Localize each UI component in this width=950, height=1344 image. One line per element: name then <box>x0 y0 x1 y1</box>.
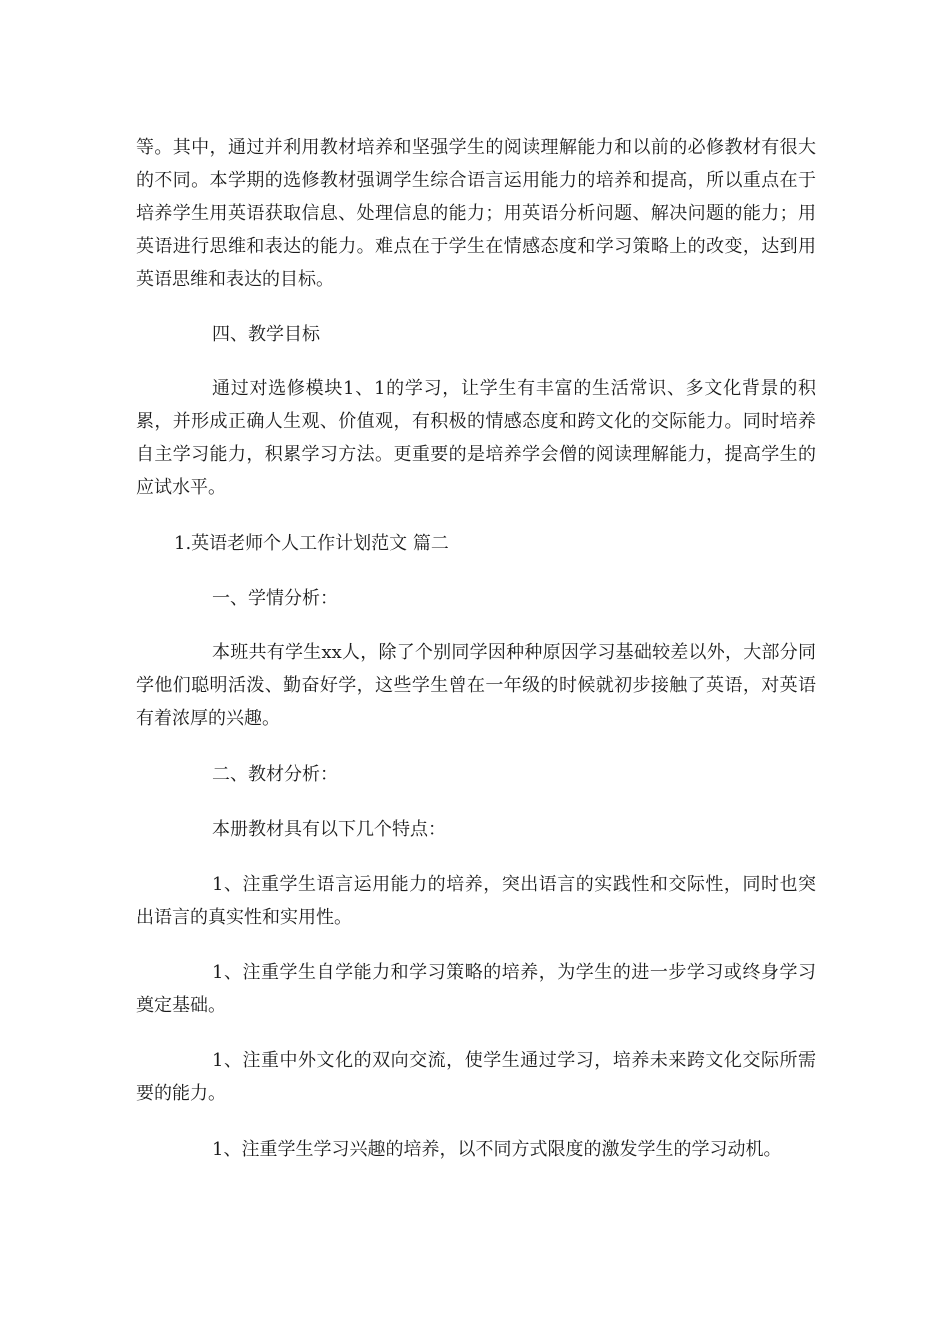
paragraph-student-analysis: 本班共有学生xx人，除了个别同学因种种原因学习基础较差以外，大部分同学他们聪明活泼、勤奋好学，这些学生曾在一年级的时候就初步接触了英语，对英语有着浓厚的兴趣。 <box>136 642 816 729</box>
heading-teaching-objectives: 四、教学目标 <box>212 324 320 345</box>
heading-textbook-analysis: 二、教材分析： <box>212 764 338 785</box>
list-item-feature-2: 1、注重学生自学能力和学习策略的培养，为学生的进一步学习或终身学习奠定基础。 <box>136 962 816 1016</box>
heading-part-two: 1.英语老师个人工作计划范文 篇二 <box>174 533 449 554</box>
paragraph-teaching-objectives: 通过对选修模块1、1的学习，让学生有丰富的生活常识、多文化背景的积累，并形成正确人生观、价值观，有积极的情感态度和跨文化的交际能力。同时培养自主学习能力，积累学习方法。更重要的是培养学会僧的阅读理解能力，提高学生的应试水平。 <box>136 378 816 498</box>
heading-student-analysis: 一、学情分析： <box>212 588 338 609</box>
list-item-feature-4: 1、注重学生学习兴趣的培养，以不同方式限度的激发学生的学习动机。 <box>212 1139 782 1160</box>
paragraph-textbook-intro: 本册教材具有以下几个特点： <box>212 819 446 840</box>
paragraph-continuation: 等。其中，通过并利用教材培养和坚强学生的阅读理解能力和以前的必修教材有很大的不同。本学期的选修教材强调学生综合语言运用能力的培养和提高，所以重点在于培养学生用英语获取信息、处理信息的能力；用英语分析问题、解决问题的能力；用英语进行思维和表达的能力。难点在于学生在情感态度和学习策略上的改变，达到用英语思维和表达的目标。 <box>136 137 816 290</box>
list-item-feature-1: 1、注重学生语言运用能力的培养，突出语言的实践性和交际性，同时也突出语言的真实性和实用性。 <box>136 874 816 928</box>
list-item-feature-3: 1、注重中外文化的双向交流，使学生通过学习，培养未来跨文化交际所需要的能力。 <box>136 1050 816 1104</box>
